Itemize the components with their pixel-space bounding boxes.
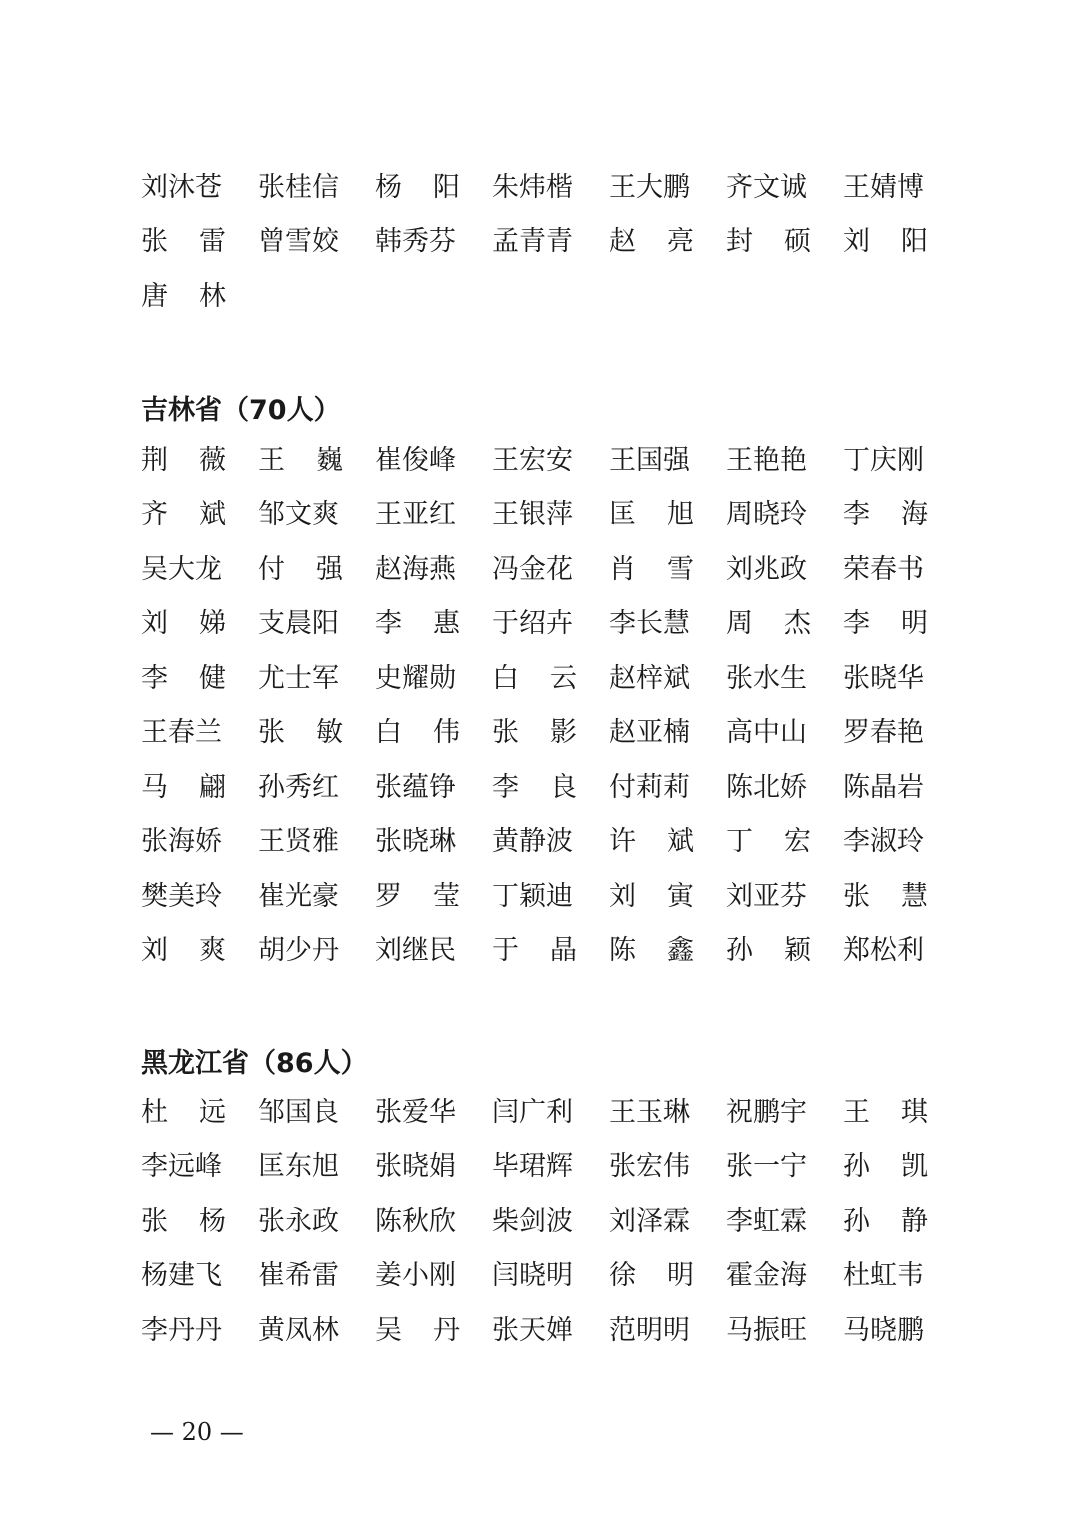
person-name: 李 长 慧 xyxy=(609,608,690,640)
person-name: 崔 俊 峰 xyxy=(375,444,456,476)
person-name: 张 杨 xyxy=(141,1205,226,1237)
person-name: 邹 国 良 xyxy=(258,1096,339,1128)
person-name: 王 婧 博 xyxy=(843,171,924,203)
person-name: 张 水 生 xyxy=(726,662,807,694)
person-name: 赵 亚 楠 xyxy=(609,717,690,749)
person-name: 刘 阳 xyxy=(843,226,928,258)
name-row xyxy=(141,651,941,706)
person-name: 胡 少 丹 xyxy=(258,935,339,967)
name-row xyxy=(141,215,941,270)
person-name: 朱 炜 楷 xyxy=(492,171,573,203)
person-name: 孙 凯 xyxy=(843,1151,928,1183)
person-name: 匡 东 旭 xyxy=(258,1151,339,1183)
person-name: 赵 亮 xyxy=(609,226,694,258)
person-name: 王 国 强 xyxy=(609,444,690,476)
name-list-continued xyxy=(141,160,941,324)
person-name: 王 艳 艳 xyxy=(726,444,807,476)
person-name: 付 莉 莉 xyxy=(609,771,690,803)
person-name: 陈 北 娇 xyxy=(726,771,807,803)
person-name: 毕 珺 辉 xyxy=(492,1151,573,1183)
section-heading-heilongjiang: 黑龙江省（86人） xyxy=(141,1048,368,1079)
person-name: 姜 小 刚 xyxy=(375,1260,456,1292)
person-name: 张 慧 xyxy=(843,880,928,912)
person-name: 王 亚 红 xyxy=(375,499,456,531)
name-row xyxy=(141,760,941,815)
person-name: 刘 爽 xyxy=(141,935,226,967)
person-name: 张 敏 xyxy=(258,717,343,749)
person-name: 张 影 xyxy=(492,717,577,749)
person-name: 张 天 婵 xyxy=(492,1314,573,1346)
person-name: 陈 秋 欣 xyxy=(375,1205,456,1237)
person-name: 孙 静 xyxy=(843,1205,928,1237)
person-name: 黄 凤 林 xyxy=(258,1314,339,1346)
person-name: 张 晓 娟 xyxy=(375,1151,456,1183)
name-row xyxy=(141,706,941,761)
person-name: 丁 宏 xyxy=(726,826,811,858)
person-name: 赵 梓 斌 xyxy=(609,662,690,694)
person-name: 范 明 明 xyxy=(609,1314,690,1346)
person-name: 尤 士 军 xyxy=(258,662,339,694)
person-name: 付 强 xyxy=(258,553,343,585)
person-name: 张 桂 信 xyxy=(258,171,339,203)
person-name: 刘 娣 xyxy=(141,608,226,640)
person-name: 齐 斌 xyxy=(141,499,226,531)
name-row xyxy=(141,269,941,324)
person-name: 唐 林 xyxy=(141,280,226,312)
person-name: 张 海 娇 xyxy=(141,826,222,858)
person-name: 王 玉 琳 xyxy=(609,1096,690,1128)
name-row xyxy=(141,1140,941,1195)
person-name: 郑 松 利 xyxy=(843,935,924,967)
person-name: 刘 兆 政 xyxy=(726,553,807,585)
person-name: 张 宏 伟 xyxy=(609,1151,690,1183)
person-name: 齐 文 诚 xyxy=(726,171,807,203)
person-name: 李 淑 玲 xyxy=(843,826,924,858)
person-name: 李 明 xyxy=(843,608,928,640)
person-name: 高 中 山 xyxy=(726,717,807,749)
person-name: 张 晓 华 xyxy=(843,662,924,694)
person-name: 王 大 鹏 xyxy=(609,171,690,203)
person-name: 刘 亚 芬 xyxy=(726,880,807,912)
person-name: 赵 海 燕 xyxy=(375,553,456,585)
name-row xyxy=(141,542,941,597)
person-name: 曾 雪 姣 xyxy=(258,226,339,258)
person-name: 于 绍 卉 xyxy=(492,608,573,640)
person-name: 史 耀 勋 xyxy=(375,662,456,694)
name-row xyxy=(141,815,941,870)
person-name: 周 杰 xyxy=(726,608,811,640)
person-name: 罗 春 艳 xyxy=(843,717,924,749)
person-name: 马 翩 xyxy=(141,771,226,803)
person-name: 陈 晶 岩 xyxy=(843,771,924,803)
person-name: 丁 庆 刚 xyxy=(843,444,924,476)
person-name: 孟 青 青 xyxy=(492,226,573,258)
person-name: 张 雷 xyxy=(141,226,226,258)
person-name: 杜 虹 韦 xyxy=(843,1260,924,1292)
person-name: 张 蕴 铮 xyxy=(375,771,456,803)
name-list-jilin xyxy=(141,433,941,978)
person-name: 柴 剑 波 xyxy=(492,1205,573,1237)
person-name: 张 爱 华 xyxy=(375,1096,456,1128)
name-row xyxy=(141,488,941,543)
name-row xyxy=(141,924,941,979)
person-name: 王 春 兰 xyxy=(141,717,222,749)
page-number: — 20 — xyxy=(150,1418,244,1446)
person-name: 邹 文 爽 xyxy=(258,499,339,531)
person-name: 樊 美 玲 xyxy=(141,880,222,912)
person-name: 李 健 xyxy=(141,662,226,694)
name-row xyxy=(141,160,941,215)
person-name: 刘 继 民 xyxy=(375,935,456,967)
person-name: 马 晓 鹏 xyxy=(843,1314,924,1346)
name-row xyxy=(141,433,941,488)
person-name: 王 贤 雅 xyxy=(258,826,339,858)
person-name: 刘 沐 苍 xyxy=(141,171,222,203)
person-name: 匡 旭 xyxy=(609,499,694,531)
person-name: 刘 寅 xyxy=(609,880,694,912)
person-name: 李 海 xyxy=(843,499,928,531)
person-name: 封 硕 xyxy=(726,226,811,258)
person-name: 李 远 峰 xyxy=(141,1151,222,1183)
person-name: 霍 金 海 xyxy=(726,1260,807,1292)
person-name: 王 琪 xyxy=(843,1096,928,1128)
person-name: 吴 丹 xyxy=(375,1314,460,1346)
person-name: 杜 远 xyxy=(141,1096,226,1128)
person-name: 周 晓 玲 xyxy=(726,499,807,531)
person-name: 王 宏 安 xyxy=(492,444,573,476)
person-name: 刘 泽 霖 xyxy=(609,1205,690,1237)
name-row xyxy=(141,1194,941,1249)
name-row xyxy=(141,1085,941,1140)
person-name: 张 晓 琳 xyxy=(375,826,456,858)
person-name: 黄 静 波 xyxy=(492,826,573,858)
name-row xyxy=(141,869,941,924)
person-name: 荣 春 书 xyxy=(843,553,924,585)
person-name: 闫 晓 明 xyxy=(492,1260,573,1292)
section-heading-jilin: 吉林省（70人） xyxy=(141,395,341,426)
person-name: 肖 雪 xyxy=(609,553,694,585)
person-name: 王 巍 xyxy=(258,444,343,476)
person-name: 丁 颖 迪 xyxy=(492,880,573,912)
person-name: 崔 光 豪 xyxy=(258,880,339,912)
person-name: 孙 颖 xyxy=(726,935,811,967)
person-name: 白 伟 xyxy=(375,717,460,749)
person-name: 冯 金 花 xyxy=(492,553,573,585)
person-name: 杨 阳 xyxy=(375,171,460,203)
person-name: 白 云 xyxy=(492,662,577,694)
person-name: 罗 莹 xyxy=(375,880,460,912)
person-name: 闫 广 利 xyxy=(492,1096,573,1128)
person-name: 祝 鹏 宇 xyxy=(726,1096,807,1128)
person-name: 许 斌 xyxy=(609,826,694,858)
person-name: 徐 明 xyxy=(609,1260,694,1292)
person-name: 李 丹 丹 xyxy=(141,1314,222,1346)
person-name: 杨 建 飞 xyxy=(141,1260,222,1292)
person-name: 李 良 xyxy=(492,771,577,803)
person-name: 陈 鑫 xyxy=(609,935,694,967)
name-row xyxy=(141,1249,941,1304)
person-name: 王 银 萍 xyxy=(492,499,573,531)
name-row xyxy=(141,1303,941,1358)
person-name: 孙 秀 红 xyxy=(258,771,339,803)
person-name: 支 晨 阳 xyxy=(258,608,339,640)
person-name: 李 惠 xyxy=(375,608,460,640)
person-name: 张 永 政 xyxy=(258,1205,339,1237)
person-name: 吴 大 龙 xyxy=(141,553,222,585)
person-name: 于 晶 xyxy=(492,935,577,967)
person-name: 崔 希 雷 xyxy=(258,1260,339,1292)
person-name: 张 一 宁 xyxy=(726,1151,807,1183)
name-list-heilongjiang xyxy=(141,1085,941,1358)
person-name: 李 虹 霖 xyxy=(726,1205,807,1237)
person-name: 韩 秀 芬 xyxy=(375,226,456,258)
person-name: 荆 薇 xyxy=(141,444,226,476)
name-row xyxy=(141,597,941,652)
person-name: 马 振 旺 xyxy=(726,1314,807,1346)
